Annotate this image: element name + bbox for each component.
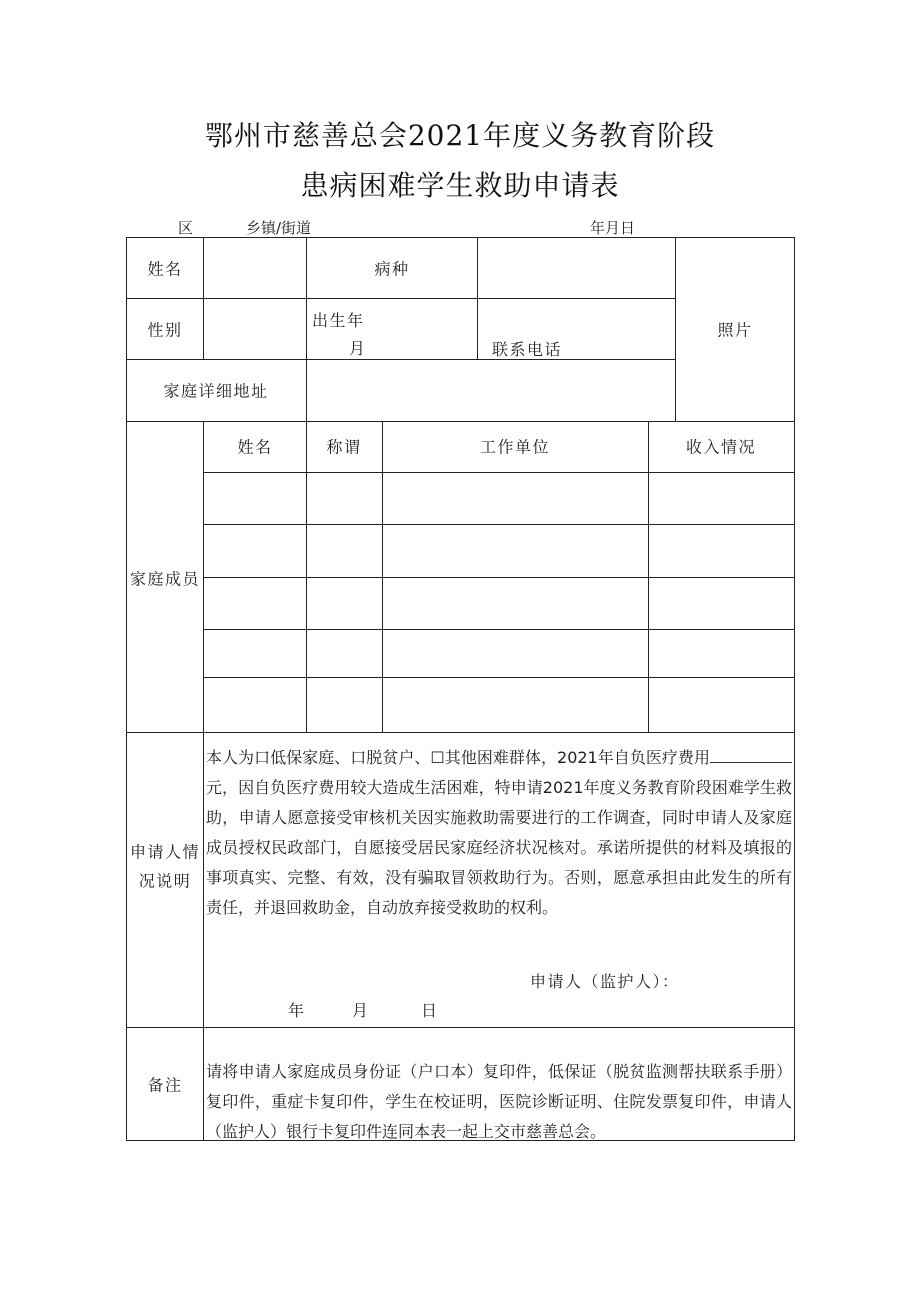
address-value-field[interactable] <box>308 362 674 420</box>
statement-text <box>206 743 792 923</box>
address-label: 家庭详细地址 <box>163 381 269 401</box>
gender-value-field[interactable] <box>206 301 305 358</box>
signature-label: 申请人（监护人）： <box>530 972 680 991</box>
phone-label: 联系电话 <box>492 340 563 359</box>
family-col-income-header: 收入情况 <box>685 437 757 457</box>
photo-label: 照片 <box>717 320 753 340</box>
birth-label-line-1: 出生年 <box>312 311 365 330</box>
district-label: 区 <box>178 219 194 237</box>
sign-date-year: 年 <box>288 1001 306 1020</box>
birth-label-line-2: 月 <box>349 339 367 358</box>
disease-label: 病种 <box>374 259 410 279</box>
form-title-line-2: 患病困难学生救助申请表 <box>300 169 620 202</box>
form-title-line-1: 鄂州市慈善总会2021年度义务教育阶段 <box>204 119 716 152</box>
family-members-label: 家庭成员 <box>129 569 201 589</box>
family-col-name-header: 姓名 <box>237 437 273 457</box>
statement-label-line-2: 况说明 <box>138 871 192 891</box>
statement-text-part-1: 本人为口低保家庭、口脱贫户、☐其他困难群体，2021年自负医疗费用 <box>206 748 710 767</box>
date-label: 年月日 <box>590 219 636 237</box>
family-col-employer-header: 工作单位 <box>479 437 551 457</box>
name-label: 姓名 <box>147 259 183 279</box>
sign-date-month: 月 <box>352 1001 370 1020</box>
remarks-text: 请将申请人家庭成员身份证（户口本）复印件，低保证（脱贫监测帮扶联系手册）复印件，重症卡复印件，学生在校证明，医院诊断证明、住院发票复印件，申请人（监护人）银行卡复印件连同本表一起上交市慈善总会。 <box>206 1062 792 1141</box>
statement-text-part-2: 元，因自负医疗费用较大造成生活困难，特申请2021年度义务教育阶段困难学生救助，申请人愿意接受审核机关因实施救助需要进行的工作调查，同时申请人及家庭成员授权民政部门，自愿接受居民家庭经济状况核对。承诺所提供的材料及填报的事项真实、完整、有效，没有骗取冒领救助行为。否则，愿意承担由此发生的所有责任，并退回救助金，自动放弃接受救助的权利。 <box>206 778 792 917</box>
name-value-field[interactable] <box>206 240 305 297</box>
remarks-label: 备注 <box>147 1075 183 1095</box>
town-street-label: 乡镇/街道 <box>246 219 312 237</box>
family-col-relation-header: 称谓 <box>326 437 362 457</box>
disease-value-field[interactable] <box>479 240 674 297</box>
statement-label-line-1: 申请人情 <box>129 842 201 862</box>
gender-label: 性别 <box>147 320 183 340</box>
sign-date-day: 日 <box>421 1001 439 1020</box>
medical-expense-blank[interactable] <box>710 744 792 763</box>
